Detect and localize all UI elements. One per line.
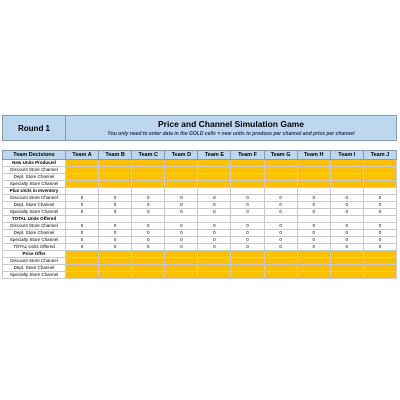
gold-input-cell[interactable]	[297, 181, 330, 188]
section-title: Plus Units in Inventory	[3, 188, 66, 195]
table-row	[3, 195, 397, 202]
blank-cell	[264, 188, 297, 195]
table-row	[3, 174, 397, 181]
value-cell: 0	[165, 230, 198, 237]
value-cell: 0	[165, 209, 198, 216]
value-cell: 0	[363, 202, 396, 209]
table-row	[3, 272, 397, 279]
blank-cell	[132, 216, 165, 223]
value-cell: 0	[363, 244, 396, 251]
title-box	[66, 115, 397, 141]
section-title: TOTAL Units Offered	[3, 216, 66, 223]
value-cell: 0	[297, 237, 330, 244]
gold-input-cell[interactable]	[165, 265, 198, 272]
value-cell: 0	[132, 195, 165, 202]
blank-cell	[231, 216, 264, 223]
gold-input-cell[interactable]	[231, 265, 264, 272]
row-label: Specialty Store Channel	[3, 272, 66, 279]
gold-input-cell[interactable]	[363, 174, 396, 181]
value-cell: 0	[297, 209, 330, 216]
gold-input-cell[interactable]	[231, 174, 264, 181]
value-cell: 0	[231, 209, 264, 216]
value-cell: 0	[165, 202, 198, 209]
gold-input-cell[interactable]	[165, 160, 198, 167]
spacer-row	[2, 141, 397, 150]
section-title-row	[3, 216, 397, 223]
value-cell: 0	[363, 237, 396, 244]
blank-cell	[297, 216, 330, 223]
team-header: Team J	[363, 151, 396, 160]
table-row	[3, 167, 397, 174]
gold-input-cell[interactable]	[99, 181, 132, 188]
value-cell: 0	[264, 230, 297, 237]
value-cell: 0	[99, 223, 132, 230]
gold-input-cell[interactable]	[198, 272, 231, 279]
value-cell: 0	[231, 195, 264, 202]
table-row	[3, 230, 397, 237]
value-cell: 0	[132, 237, 165, 244]
gold-input-cell[interactable]	[330, 272, 363, 279]
gold-input-cell[interactable]	[198, 251, 231, 258]
value-cell: 0	[297, 202, 330, 209]
value-cell: 0	[297, 195, 330, 202]
table-row	[3, 209, 397, 216]
value-cell: 0	[198, 209, 231, 216]
value-cell: 0	[297, 230, 330, 237]
gold-input-cell[interactable]	[66, 265, 99, 272]
value-cell: 0	[66, 230, 99, 237]
gold-input-cell[interactable]	[231, 181, 264, 188]
gold-input-cell[interactable]	[231, 272, 264, 279]
gold-input-cell[interactable]	[99, 167, 132, 174]
gold-input-cell[interactable]	[363, 258, 396, 265]
header-band	[2, 115, 397, 141]
section-title-row	[3, 188, 397, 195]
gold-input-cell[interactable]	[198, 265, 231, 272]
blank-cell	[99, 188, 132, 195]
gold-input-cell[interactable]	[165, 181, 198, 188]
value-cell: 0	[66, 209, 99, 216]
row-label: Specialty Store Channel	[3, 181, 66, 188]
gold-input-cell[interactable]	[99, 251, 132, 258]
gold-input-cell[interactable]	[198, 160, 231, 167]
gold-input-cell[interactable]	[132, 258, 165, 265]
blank-cell	[363, 188, 396, 195]
gold-input-cell[interactable]	[264, 167, 297, 174]
gold-input-cell[interactable]	[264, 251, 297, 258]
value-cell: 0	[264, 195, 297, 202]
gold-input-cell[interactable]	[297, 160, 330, 167]
gold-input-cell[interactable]	[66, 181, 99, 188]
gold-input-cell[interactable]	[330, 181, 363, 188]
gold-input-cell[interactable]	[132, 265, 165, 272]
value-cell: 0	[330, 230, 363, 237]
gold-input-cell[interactable]	[165, 251, 198, 258]
value-cell: 0	[198, 223, 231, 230]
blank-cell	[297, 188, 330, 195]
gold-input-cell[interactable]	[297, 174, 330, 181]
team-header: Team G	[264, 151, 297, 160]
gold-input-cell[interactable]	[99, 160, 132, 167]
value-cell: 0	[330, 223, 363, 230]
row-label: Dept. Store Channel	[3, 174, 66, 181]
row-label: Dept. Store Channel	[3, 265, 66, 272]
value-cell: 0	[99, 237, 132, 244]
row-label: Discount Store Channel	[3, 195, 66, 202]
team-header: Team B	[99, 151, 132, 160]
team-header: Team D	[165, 151, 198, 160]
page-title: Price and Channel Simulation Game	[158, 118, 304, 129]
blank-cell	[132, 188, 165, 195]
gold-input-cell[interactable]	[264, 174, 297, 181]
value-cell: 0	[66, 202, 99, 209]
section-title-row	[3, 251, 397, 258]
row-label: Discount Store Channel	[3, 258, 66, 265]
table-row	[3, 258, 397, 265]
round-label: Round 1	[2, 115, 66, 141]
gold-input-cell[interactable]	[132, 251, 165, 258]
team-header: Team C	[132, 151, 165, 160]
table-row	[3, 244, 397, 251]
gold-input-cell[interactable]	[330, 167, 363, 174]
value-cell: 0	[99, 230, 132, 237]
value-cell: 0	[363, 195, 396, 202]
value-cell: 0	[297, 223, 330, 230]
row-label: Specialty Store Channel	[3, 237, 66, 244]
value-cell: 0	[165, 244, 198, 251]
value-cell: 0	[363, 209, 396, 216]
table-row	[3, 237, 397, 244]
value-cell: 0	[231, 244, 264, 251]
row-label: TOTAL Units Offered	[3, 244, 66, 251]
value-cell: 0	[165, 195, 198, 202]
value-cell: 0	[231, 223, 264, 230]
value-cell: 0	[99, 195, 132, 202]
value-cell: 0	[132, 202, 165, 209]
row-label: Specialty Store Channel	[3, 209, 66, 216]
gold-input-cell[interactable]	[363, 265, 396, 272]
gold-input-cell[interactable]	[231, 167, 264, 174]
value-cell: 0	[330, 195, 363, 202]
blank-cell	[330, 188, 363, 195]
table-row	[3, 202, 397, 209]
value-cell: 0	[264, 244, 297, 251]
value-cell: 0	[198, 202, 231, 209]
section-title: Price Offer	[3, 251, 66, 258]
value-cell: 0	[264, 223, 297, 230]
gold-input-cell[interactable]	[165, 174, 198, 181]
gold-input-cell[interactable]	[66, 272, 99, 279]
value-cell: 0	[198, 230, 231, 237]
row-label: Dept. Store Channel	[3, 202, 66, 209]
gold-input-cell[interactable]	[198, 174, 231, 181]
value-cell: 0	[66, 223, 99, 230]
gold-input-cell[interactable]	[132, 174, 165, 181]
gold-input-cell[interactable]	[297, 167, 330, 174]
gold-input-cell[interactable]	[66, 258, 99, 265]
blank-cell	[363, 216, 396, 223]
value-cell: 0	[66, 237, 99, 244]
value-cell: 0	[231, 202, 264, 209]
blank-cell	[66, 188, 99, 195]
value-cell: 0	[330, 244, 363, 251]
value-cell: 0	[198, 237, 231, 244]
value-cell: 0	[66, 195, 99, 202]
gold-input-cell[interactable]	[165, 272, 198, 279]
value-cell: 0	[132, 223, 165, 230]
instructions: You only need to enter data in the GOLD cells = new units to produce per channel and price per channel	[107, 130, 355, 137]
blank-cell	[99, 216, 132, 223]
blank-cell	[231, 188, 264, 195]
gold-input-cell[interactable]	[297, 251, 330, 258]
gold-input-cell[interactable]	[264, 265, 297, 272]
gold-input-cell[interactable]	[330, 160, 363, 167]
blank-cell	[198, 188, 231, 195]
blank-cell	[165, 188, 198, 195]
gold-input-cell[interactable]	[363, 167, 396, 174]
value-cell: 0	[165, 237, 198, 244]
team-header: Team I	[330, 151, 363, 160]
gold-input-cell[interactable]	[99, 258, 132, 265]
blank-cell	[264, 216, 297, 223]
gold-input-cell[interactable]	[264, 181, 297, 188]
gold-input-cell[interactable]	[198, 181, 231, 188]
gold-input-cell[interactable]	[66, 174, 99, 181]
value-cell: 0	[66, 244, 99, 251]
value-cell: 0	[99, 244, 132, 251]
gold-input-cell[interactable]	[198, 258, 231, 265]
row-label: Discount Store Channel	[3, 167, 66, 174]
value-cell: 0	[330, 209, 363, 216]
gold-input-cell[interactable]	[297, 265, 330, 272]
team-header: Team E	[198, 151, 231, 160]
gold-input-cell[interactable]	[264, 160, 297, 167]
value-cell: 0	[132, 244, 165, 251]
value-cell: 0	[264, 237, 297, 244]
row-label: Discount Store Channel	[3, 223, 66, 230]
value-cell: 0	[132, 230, 165, 237]
value-cell: 0	[363, 223, 396, 230]
value-cell: 0	[198, 244, 231, 251]
row-label: Dept. Store Channel	[3, 230, 66, 237]
gold-input-cell[interactable]	[165, 167, 198, 174]
blank-cell	[165, 216, 198, 223]
value-cell: 0	[99, 209, 132, 216]
spreadsheet	[2, 115, 397, 284]
gold-input-cell[interactable]	[330, 174, 363, 181]
gold-input-cell[interactable]	[264, 272, 297, 279]
value-cell: 0	[99, 202, 132, 209]
section-title-row	[3, 160, 397, 167]
value-cell: 0	[330, 202, 363, 209]
gold-input-cell[interactable]	[165, 258, 198, 265]
gold-input-cell[interactable]	[297, 258, 330, 265]
gold-input-cell[interactable]	[66, 160, 99, 167]
team-header: Team F	[231, 151, 264, 160]
value-cell: 0	[297, 244, 330, 251]
team-decisions-table	[2, 150, 397, 279]
gold-input-cell[interactable]	[363, 272, 396, 279]
gold-input-cell[interactable]	[363, 160, 396, 167]
table-body	[3, 160, 397, 279]
team-header: Team A	[66, 151, 99, 160]
gold-input-cell[interactable]	[132, 167, 165, 174]
value-cell: 0	[231, 230, 264, 237]
gold-input-cell[interactable]	[66, 167, 99, 174]
value-cell: 0	[264, 202, 297, 209]
team-header-row	[3, 151, 397, 160]
blank-cell	[66, 216, 99, 223]
value-cell: 0	[231, 237, 264, 244]
gold-input-cell[interactable]	[198, 167, 231, 174]
gold-input-cell[interactable]	[99, 174, 132, 181]
gold-input-cell[interactable]	[132, 272, 165, 279]
gold-input-cell[interactable]	[231, 160, 264, 167]
gold-input-cell[interactable]	[231, 251, 264, 258]
team-header: Team H	[297, 151, 330, 160]
value-cell: 0	[264, 209, 297, 216]
gold-input-cell[interactable]	[99, 265, 132, 272]
value-cell: 0	[198, 195, 231, 202]
gold-input-cell[interactable]	[231, 258, 264, 265]
value-cell: 0	[165, 223, 198, 230]
gold-input-cell[interactable]	[132, 160, 165, 167]
gold-input-cell[interactable]	[330, 258, 363, 265]
blank-cell	[198, 216, 231, 223]
gold-input-cell[interactable]	[330, 251, 363, 258]
gold-input-cell[interactable]	[363, 251, 396, 258]
gold-input-cell[interactable]	[363, 181, 396, 188]
table-row	[3, 223, 397, 230]
team-decisions-header: Team Decisions	[3, 151, 66, 160]
gold-input-cell[interactable]	[66, 251, 99, 258]
table-row	[3, 181, 397, 188]
gold-input-cell[interactable]	[330, 265, 363, 272]
gold-input-cell[interactable]	[297, 272, 330, 279]
gold-input-cell[interactable]	[132, 181, 165, 188]
value-cell: 0	[363, 230, 396, 237]
value-cell: 0	[330, 237, 363, 244]
gold-input-cell[interactable]	[99, 272, 132, 279]
blank-cell	[330, 216, 363, 223]
table-row	[3, 265, 397, 272]
section-title: New Units Produced	[3, 160, 66, 167]
value-cell: 0	[132, 209, 165, 216]
gold-input-cell[interactable]	[264, 258, 297, 265]
